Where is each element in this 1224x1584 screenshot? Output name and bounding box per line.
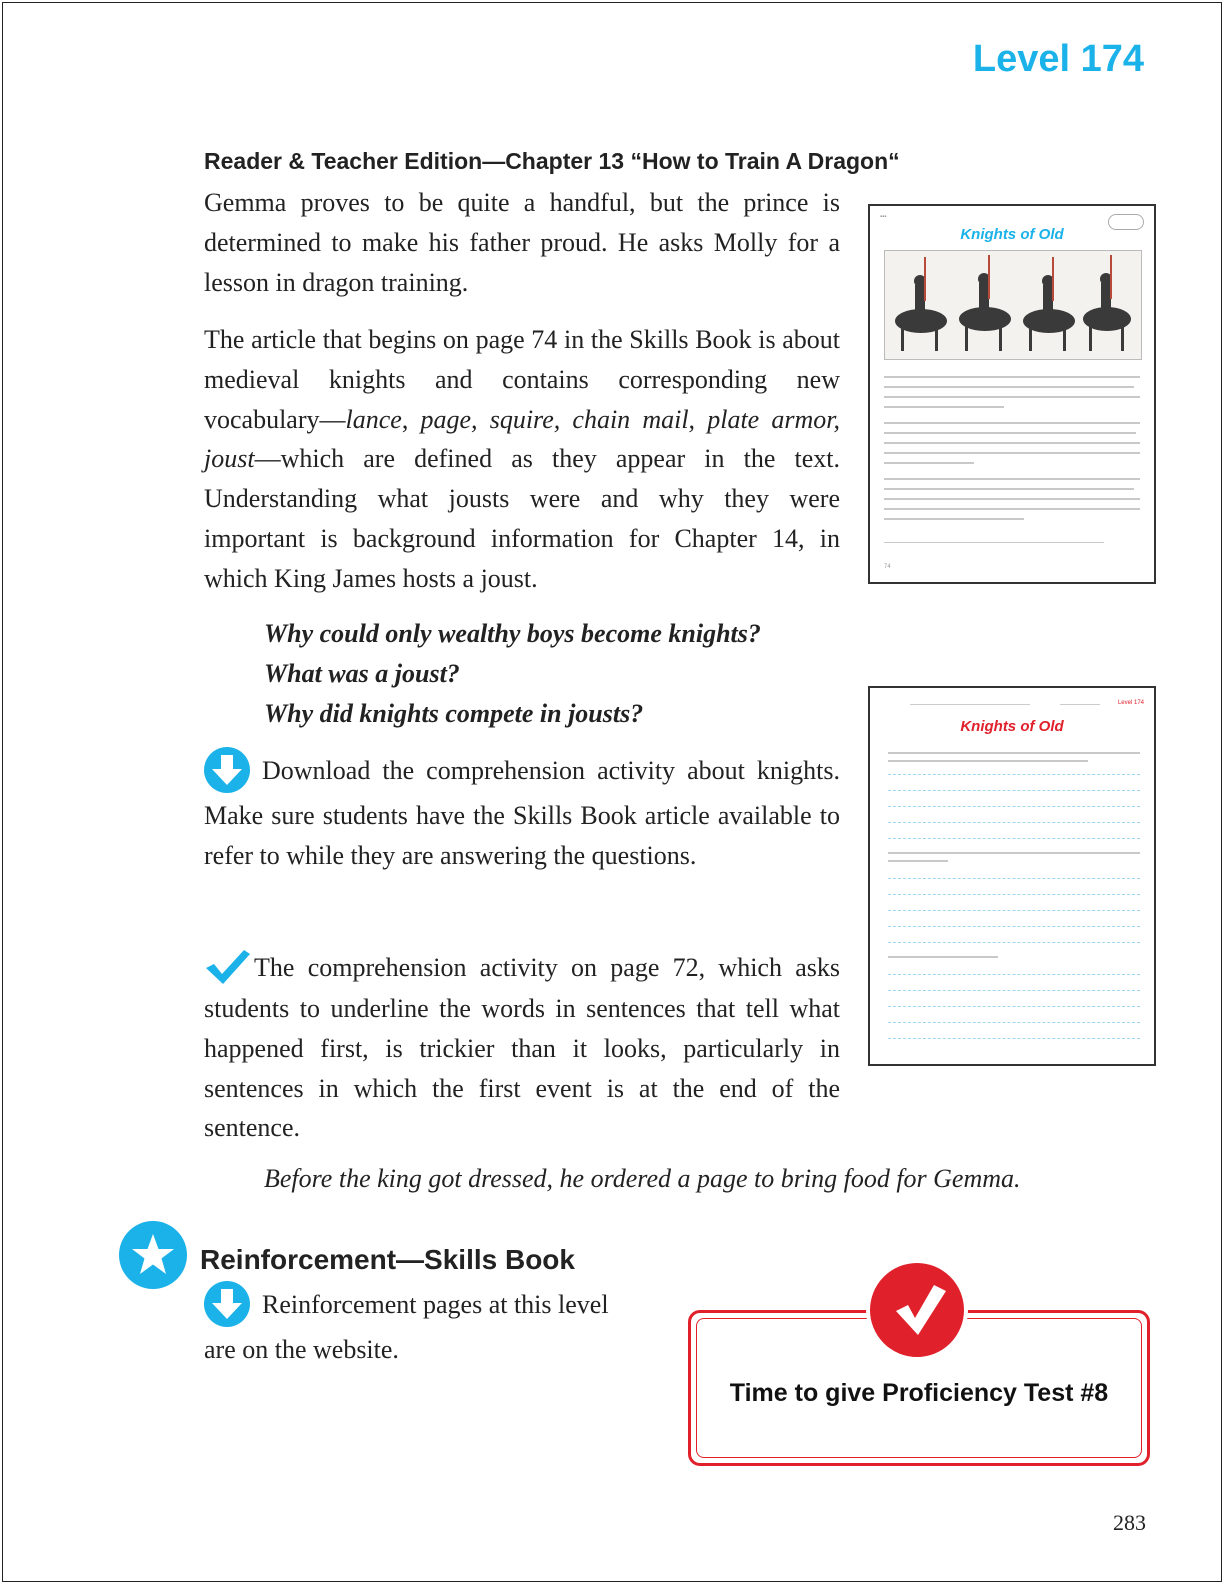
download-paragraph [204, 750, 840, 876]
thumb-page-number: 74 [884, 564, 891, 570]
reinforcement-text: Reinforcement pages at this level are on the website. [204, 1289, 609, 1364]
download-arrow-icon[interactable] [204, 1281, 250, 1327]
question-item: Why could only wealthy boys become knights? [264, 619, 761, 648]
reinforcement-paragraph [204, 1284, 624, 1370]
knights-photo [884, 250, 1142, 360]
activity-thumbnail[interactable] [868, 686, 1156, 1066]
thumb-title: Knights of Old [960, 226, 1064, 243]
thumb-corner-label: ▪▪▪ [880, 214, 887, 220]
vocab-separator: , [401, 404, 421, 434]
article-tail-text: —which are defined as they appear in the text. Understanding what jousts were and why they were important is background information for Chapter 14, in which King James hosts a joust. [204, 444, 840, 593]
chapter-heading: Reader & Teacher Edition—Chapter 13 “How to Train A Dragon“ [204, 148, 900, 174]
question-item: What was a joust? [264, 658, 460, 688]
article-lead-text: The article that begins on page 74 in the Skills Book is about medieval knights and contains corresponding new vocabulary— [204, 325, 840, 434]
question-item: Why did knights compete in jousts? [264, 698, 644, 728]
thumb-level-label: Level 174 [1117, 700, 1144, 706]
article-thumbnail[interactable] [868, 204, 1156, 584]
vocab-lance: lance [345, 404, 402, 434]
comprehension-paragraph [204, 948, 840, 1148]
page-number: 283 [1113, 1510, 1146, 1535]
reinforcement-heading: Reinforcement—Skills Book [200, 1244, 575, 1275]
intro-paragraph: Gemma proves to be quite a handful, but the prince is determined to make his father proud. He asks Molly for a lesson in dragon training. [204, 188, 840, 297]
article-paragraph [204, 320, 840, 599]
discussion-questions [264, 614, 761, 733]
vocab-list: page, squire, chain mail, plate armor, joust [204, 404, 841, 474]
level-title: Level 174 [972, 38, 1144, 80]
star-icon [119, 1221, 187, 1289]
thumb-title: Knights of Old [960, 718, 1064, 735]
example-sentence: Before the king got dressed, he ordered a page to bring food for Gemma. [264, 1164, 1021, 1193]
download-activity-text: Download the comprehension activity about knights. Make sure students have the Skills Book article available to refer to while they are answering the questions. [204, 755, 840, 870]
red-checkmark-icon [866, 1259, 968, 1361]
checkmark-icon [204, 948, 252, 986]
comprehension-note-text: The comprehension activity on page 72, which asks students to underline the words in sentences that tell what happened first, is trickier than it looks, particularly in sentences in which the first event is at the end of the sentence. [204, 953, 840, 1143]
download-arrow-icon[interactable] [204, 747, 250, 793]
proficiency-text: Time to give Proficiency Test #8 [729, 1379, 1109, 1407]
